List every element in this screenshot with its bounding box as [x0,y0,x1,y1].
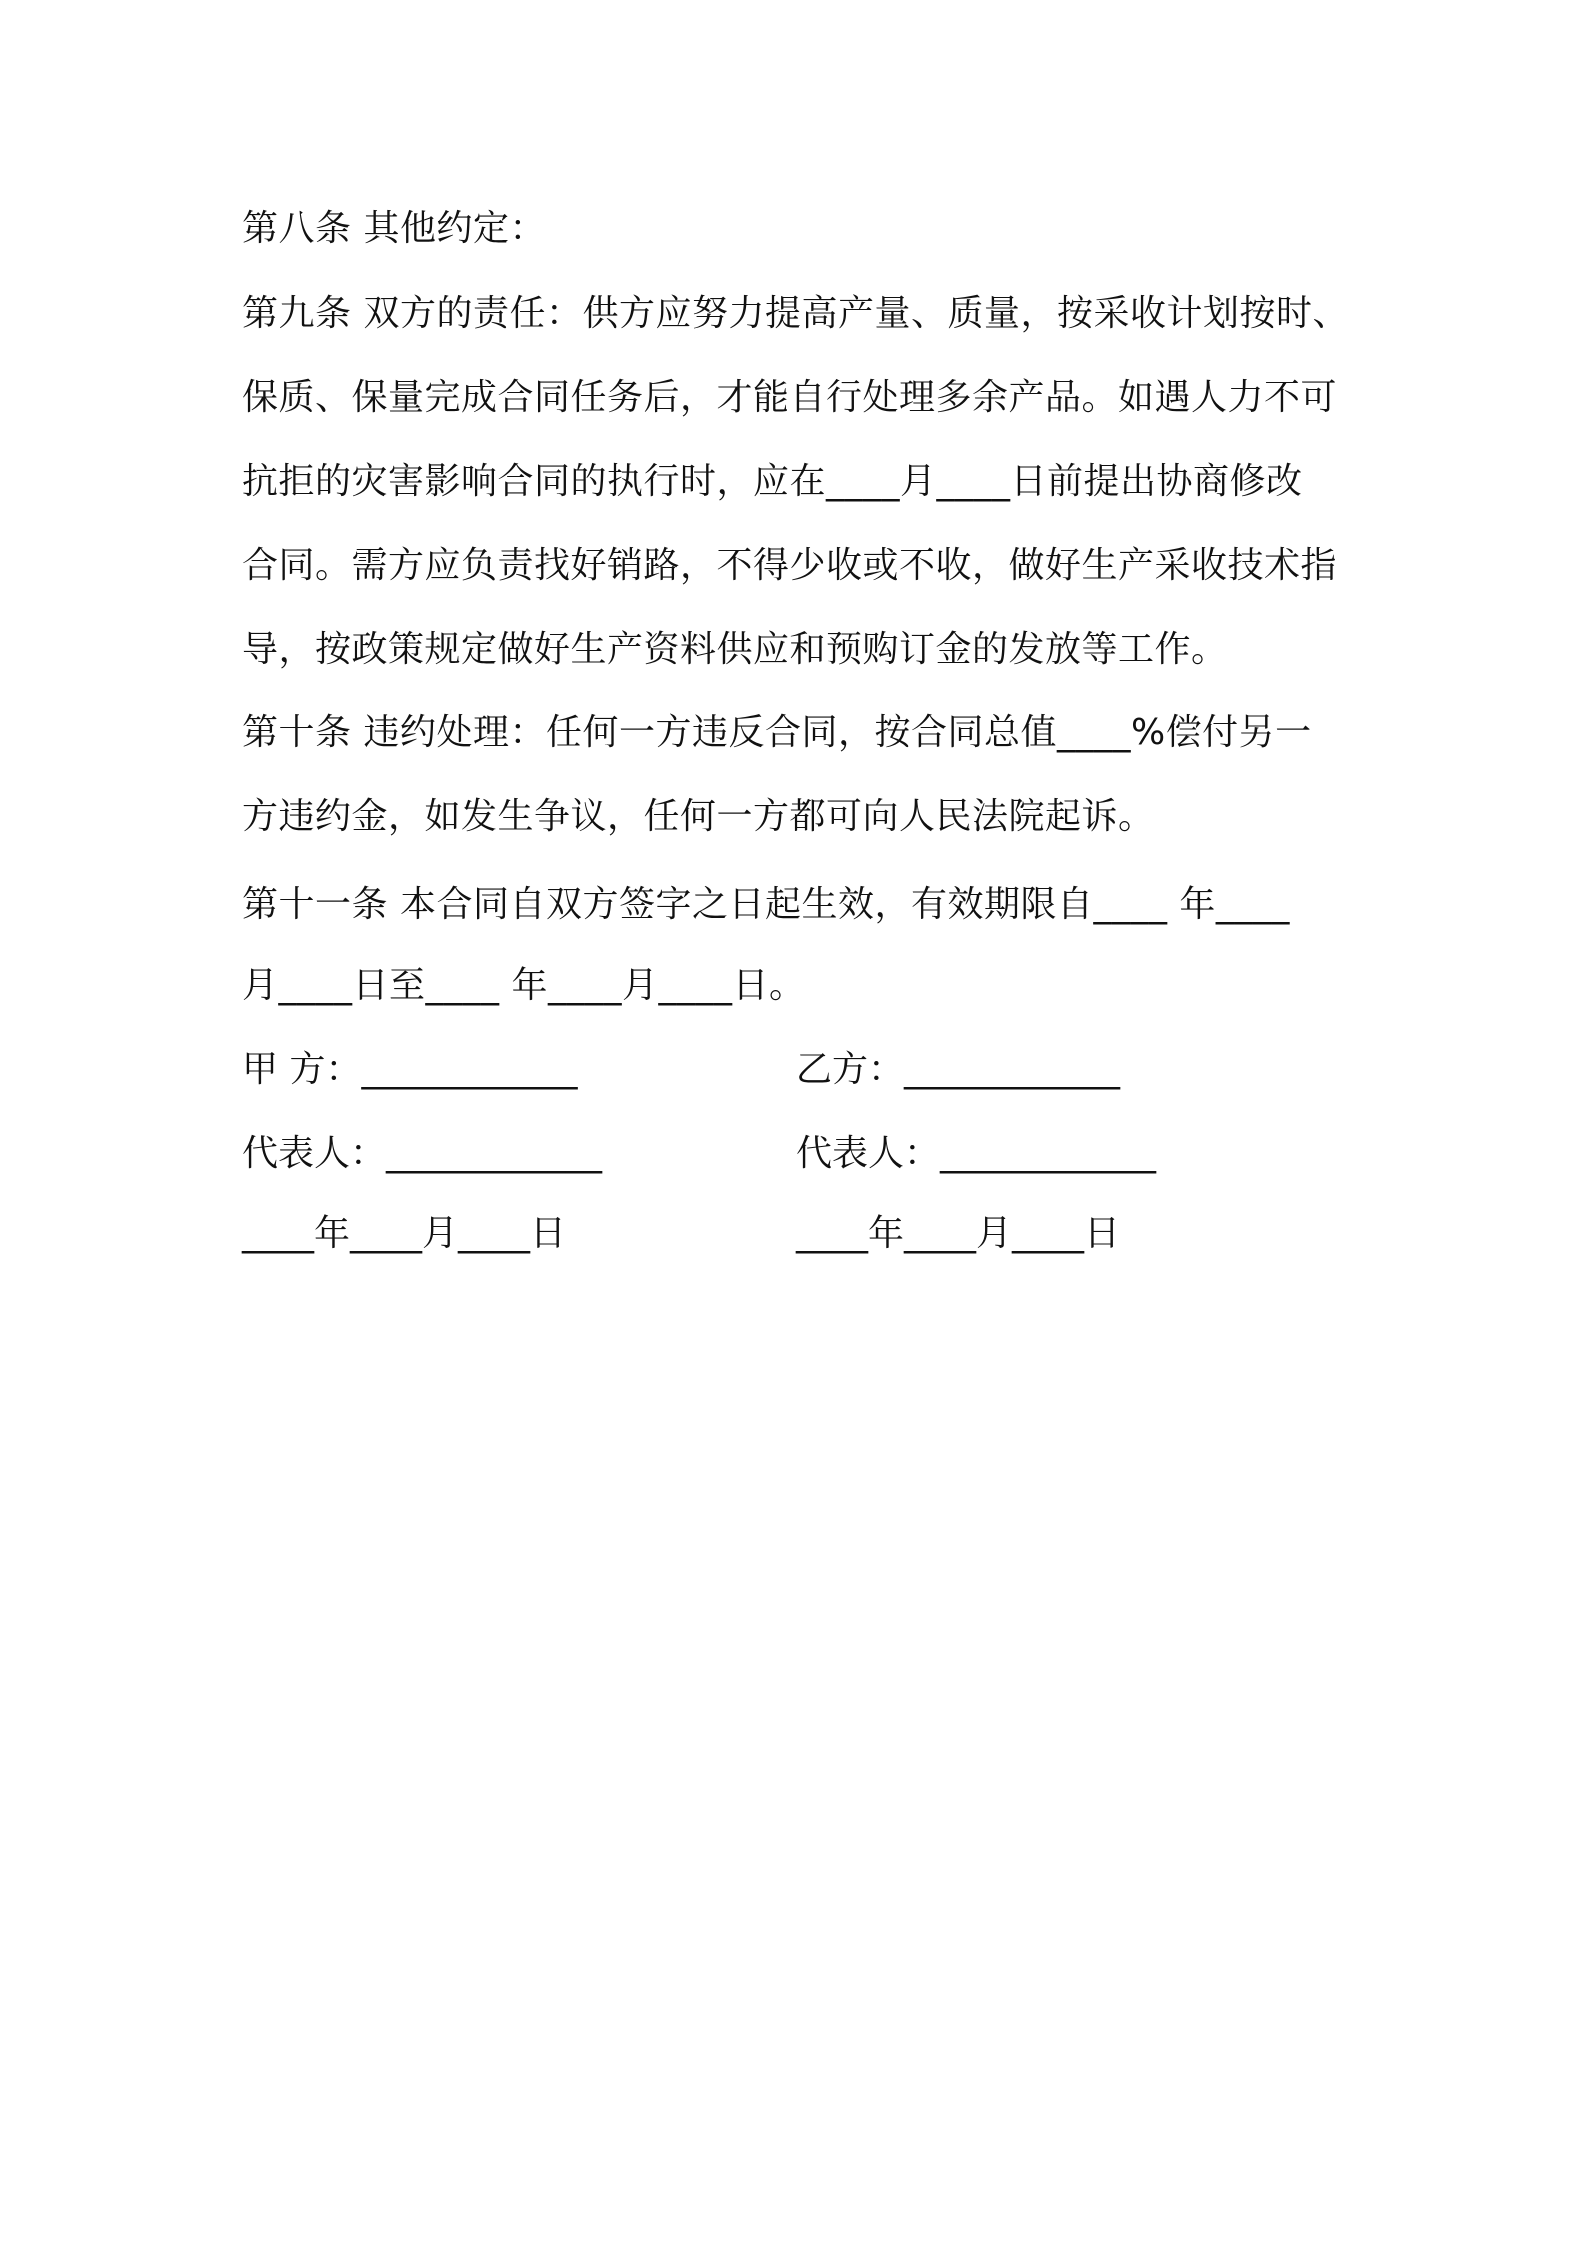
article-9-line-2: 保质、保量完成合同任务后，才能自行处理多余产品。如遇人力不可 [242,377,1338,418]
article-9-line-4: 合同。需方应负责找好销路，不得少收或不收，做好生产采收技术指 [242,545,1338,586]
party-b-representative: 代表人：____________ [796,1133,1157,1174]
party-a-date: ____年____月____日 [242,1213,567,1254]
article-9-line-5: 导，按政策规定做好生产资料供应和预购订金的发放等工作。 [242,629,1228,670]
article-9-line-1: 第九条 双方的责任：供方应努力提高产量、质量，按采收计划按时、 [242,293,1349,334]
article-10-line-1: 第十条 违约处理：任何一方违反合同，按合同总值____%偿付另一 [242,712,1312,753]
article-10-line-2: 方违约金，如发生争议，任何一方都可向人民法院起诉。 [242,796,1155,837]
article-11-line-2: 月____日至____ 年____月____日。 [242,965,806,1006]
article-11-line-1: 第十一条 本合同自双方签字之日起生效，有效期限自____ 年____ [242,884,1290,925]
party-b-label: 乙方：____________ [796,1049,1121,1090]
article-9-line-3: 抗拒的灾害影响合同的执行时，应在____月____日前提出协商修改 [242,461,1303,502]
article-8-line: 第八条 其他约定： [242,208,546,249]
party-b-date: ____年____月____日 [796,1213,1121,1254]
party-a-label: 甲 方：____________ [242,1049,578,1090]
party-a-representative: 代表人：____________ [242,1133,603,1174]
